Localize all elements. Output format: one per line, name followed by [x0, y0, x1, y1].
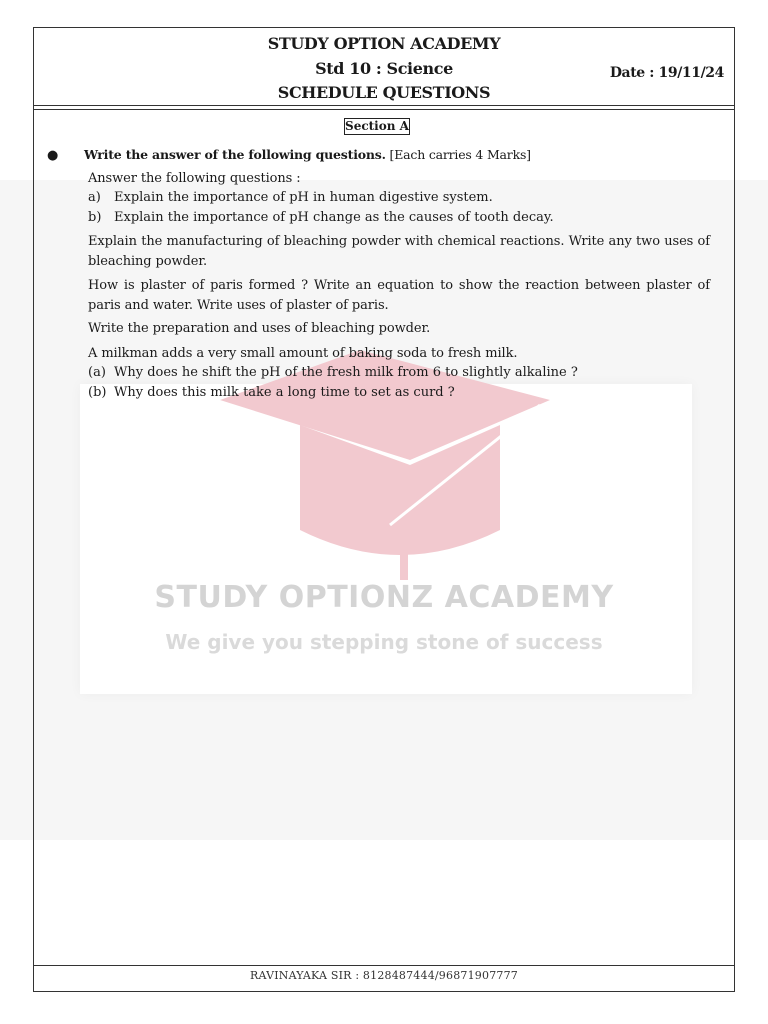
q3: How is plaster of paris formed ? Write an equation to show the reaction between plaster of paris and water. Write uses of plaster of paris.: [88, 278, 710, 313]
bullet-icon: ●: [47, 148, 59, 163]
academy-name: STUDY OPTION ACADEMY: [267, 34, 501, 53]
q5-a-text: Why does he shift the pH of the fresh milk from 6 to slightly alkaline ?: [114, 365, 578, 380]
page-border: [33, 27, 735, 992]
q1-b: [88, 208, 554, 228]
watermark-title: STUDY OPTIONZ ACADEMY: [154, 580, 614, 615]
q1-a-text: Explain the importance of pH in human digestive system.: [114, 190, 493, 205]
header-divider-top: [34, 105, 734, 106]
footer-contact: RAVINAYAKA SIR : 8128487444/96871907777: [250, 969, 518, 982]
header-divider-bottom: [34, 109, 734, 110]
q5-intro: A milkman adds a very small amount of baking soda to fresh milk.: [88, 346, 518, 361]
q1-b-label: b): [88, 210, 102, 225]
paper-title: SCHEDULE QUESTIONS: [277, 83, 491, 102]
instruction-marks: [Each carries 4 Marks]: [389, 147, 531, 162]
header: [34, 28, 734, 110]
q4: Write the preparation and uses of bleaching powder.: [88, 321, 431, 336]
q2: Explain the manufacturing of bleaching powder with chemical reactions. Write any two uses of bleaching powder.: [88, 234, 710, 269]
q1-a-label: a): [88, 190, 101, 205]
exam-date: Date : 19/11/24: [609, 65, 724, 81]
q1-b-text: Explain the importance of pH change as the causes of tooth decay.: [114, 210, 554, 225]
q5-b-text: Why does this milk take a long time to set as curd ?: [114, 385, 455, 400]
q1-a: [88, 188, 493, 208]
instruction: [84, 147, 531, 162]
instruction-bold: Write the answer of the following questions.: [84, 147, 386, 162]
section-label: Section A: [345, 119, 409, 133]
class-subject: Std 10 : Science: [315, 59, 453, 78]
q1-intro: Answer the following questions :: [88, 171, 301, 186]
q5-a-label: (a): [88, 365, 106, 380]
watermark-tagline: We give you stepping stone of success: [165, 630, 603, 654]
footer-divider: [34, 965, 734, 966]
q5-a: [88, 363, 578, 383]
q5-b-label: (b): [88, 385, 107, 400]
q5-b: [88, 383, 455, 403]
